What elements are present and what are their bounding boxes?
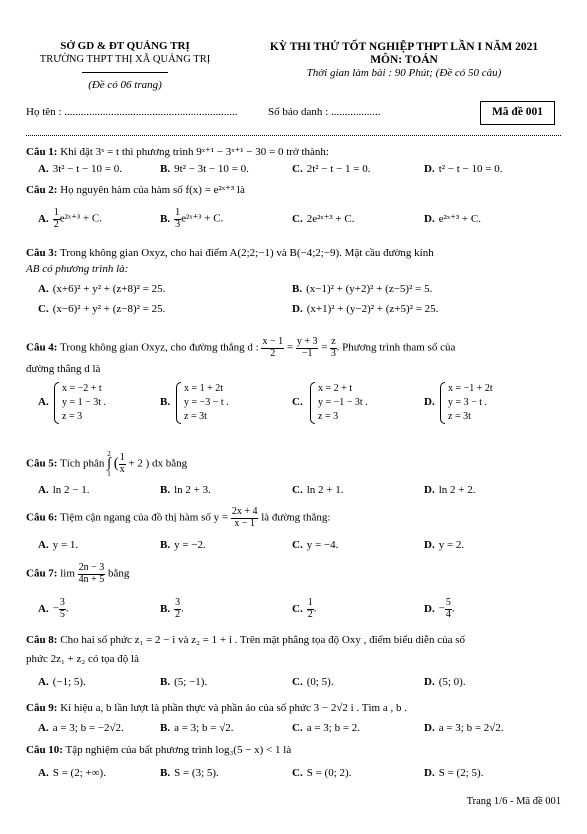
option-b: B. S = (3; 5).: [160, 767, 219, 779]
option-b: B. a = 3; b = √2.: [160, 722, 234, 734]
student-name-field: Họ tên : ...............................................................: [26, 106, 238, 118]
question-7-options: [38, 598, 561, 624]
option-c: C. y = −4.: [292, 539, 339, 551]
option-a: A. $\frac{1}{2}$ e²ˣ⁺³ + C.: [38, 207, 102, 230]
question-1: [26, 146, 561, 160]
question-10: Câu 10: Tập nghiệm của bất phương trình log₃(5 − x) < 1 là: [26, 744, 292, 756]
option-b-label: B.: [160, 396, 171, 408]
question-3-cont: AB có phương trình là:: [26, 263, 129, 275]
option-c: C. S = (0; 2).: [292, 767, 352, 779]
option-a: x = −2 + t y = 1 − 3t . z = 3: [54, 382, 106, 424]
option-c: C. 2e²ˣ⁺³ + C.: [292, 213, 355, 225]
question-2-options: [38, 208, 561, 232]
question-3: Câu 3: Trong không gian Oxyz, cho hai điểm A(2;2;−1) và B(−4;2;−9). Mặt cầu đường kính: [26, 247, 434, 259]
question-text: Khi đặt 3ˣ = t thì phương trình 9ˣ⁺¹ − 3ˣ⁺¹ − 30 = 0 trở thành:: [60, 146, 329, 158]
option-d: D. (5; 0).: [424, 676, 466, 688]
time-note: Thời gian làm bài : 90 Phút; (Đề có 50 câu): [306, 67, 502, 79]
exam-code-box: Mã đề 001: [480, 101, 555, 125]
option-c: C. 2t² − t − 1 = 0.: [292, 163, 371, 175]
question-8-cont: phức 2z₁ + z₂ có tọa độ là: [26, 653, 139, 665]
option-d: D. S = (2; 5).: [424, 767, 484, 779]
option-c: C. ln 2 + 1.: [292, 484, 344, 496]
option-a: A. S = (2; +∞).: [38, 767, 106, 779]
question-10-options: [38, 767, 561, 783]
question-6-options: [38, 539, 561, 555]
option-c: x = 2 + t y = −1 − 3t . z = 3: [310, 382, 368, 424]
option-c-label: C.: [292, 396, 303, 408]
question-5-options: [38, 484, 561, 500]
option-c: C. (x−6)² + y² + (z−8)² = 25.: [38, 303, 166, 315]
student-id-field: Số báo danh : ..................: [268, 106, 381, 118]
option-b: B. y = −2.: [160, 539, 206, 551]
question-8: Câu 8: Cho hai số phức z₁ = 2 − i và z₂ = 1 + i . Trên mặt phẳng tọa độ Oxy , điểm biểu diễn của số: [26, 634, 465, 646]
question-6: Câu 6: Tiệm cận ngang của đồ thị hàm số y = $\frac{2x + 4}{x - 1}$ là đường thẳng:: [26, 506, 331, 529]
option-b: B. 9t² − 3t − 10 = 0.: [160, 163, 249, 175]
question-3-options-row2: [38, 303, 561, 319]
option-d: D. a = 3; b = 2√2.: [424, 722, 504, 734]
option-b: B. ln 2 + 3.: [160, 484, 211, 496]
question-9: Câu 9: Kí hiệu a, b lần lượt là phần thực và phần ảo của số phức 3 − 2√2 i . Tìm a , b .: [26, 702, 407, 714]
question-8-options: [38, 676, 561, 692]
pages-note: (Đề có 06 trang): [88, 79, 162, 91]
option-c: C. $\frac{1}{2}$ .: [292, 597, 317, 620]
option-b: B. $\frac{1}{3}$ e²ˣ⁺³ + C.: [160, 207, 224, 230]
option-a: A. (x+6)² + y² + (z+8)² = 25.: [38, 283, 166, 295]
option-d: D. t² − t − 10 = 0.: [424, 163, 503, 175]
option-d: D. e²ˣ⁺³ + C.: [424, 213, 481, 225]
option-d: D. − $\frac{5}{4}$ .: [424, 597, 455, 620]
subject-title: MÔN: TOÁN: [370, 54, 438, 66]
option-a: A. a = 3; b = −2√2.: [38, 722, 124, 734]
option-a: A. (−1; 5).: [38, 676, 86, 688]
option-a: A. 3t² − t − 10 = 0.: [38, 163, 122, 175]
question-1-options: [38, 163, 561, 179]
option-d: D. y = 2.: [424, 539, 465, 551]
option-b: B. (5; −1).: [160, 676, 208, 688]
school-name: TRƯỜNG THPT THỊ XÃ QUẢNG TRỊ: [39, 54, 211, 65]
question-4-options: [38, 382, 561, 430]
department-name: SỞ GD & ĐT QUẢNG TRỊ: [60, 40, 190, 52]
option-b: B. $\frac{3}{2}$ .: [160, 597, 184, 620]
question-3-options-row1: [38, 283, 561, 299]
option-a: A. − $\frac{3}{5}$ .: [38, 597, 69, 620]
option-d: D. ln 2 + 2.: [424, 484, 476, 496]
question-5: Câu 5: Tích phân 2 ∫ 1 ( $\frac{1}{x}$ + 2 ) dx bằng: [26, 450, 188, 478]
header-underline: [82, 72, 168, 73]
option-d-label: D.: [424, 396, 435, 408]
option-d: D. (x+1)² + (y−2)² + (z+5)² = 25.: [292, 303, 439, 315]
exam-title: KỲ THI THỬ TỐT NGHIỆP THPT LẦN I NĂM 2021: [269, 41, 539, 53]
question-7: Câu 7: lim $\frac{2n - 3}{4n + 5}$ bằng: [26, 562, 130, 585]
option-a: A. ln 2 − 1.: [38, 484, 90, 496]
question-9-options: [38, 722, 561, 738]
option-c: C. a = 3; b = 2.: [292, 722, 361, 734]
option-b: x = 1 + 2t y = −3 − t . z = 3t: [176, 382, 229, 424]
question-4: Câu 4: Trong không gian Oxyz, cho đường thẳng d : $\frac{x - 1}{2}$ = $\frac{y + 3}{-1}$ = $\frac{z}{3}$ . Phương trình tham số của: [26, 336, 456, 359]
page-footer: Trang 1/6 - Mã đề 001: [466, 796, 561, 807]
separator-dotted: [26, 135, 561, 136]
option-b: B. (x−1)² + (y+2)² + (z−5)² = 5.: [292, 283, 433, 295]
option-a-label: A.: [38, 396, 49, 408]
question-number: Câu 1:: [26, 146, 58, 158]
option-a: A. y = 1.: [38, 539, 79, 551]
option-d: x = −1 + 2t y = 3 − t . z = 3t: [440, 382, 493, 424]
question-2: Câu 2: Họ nguyên hàm của hàm số f(x) = e²ˣ⁺³ là: [26, 184, 245, 196]
option-c: C. (0; 5).: [292, 676, 334, 688]
question-4-cont: đường thẳng d là: [26, 363, 101, 375]
